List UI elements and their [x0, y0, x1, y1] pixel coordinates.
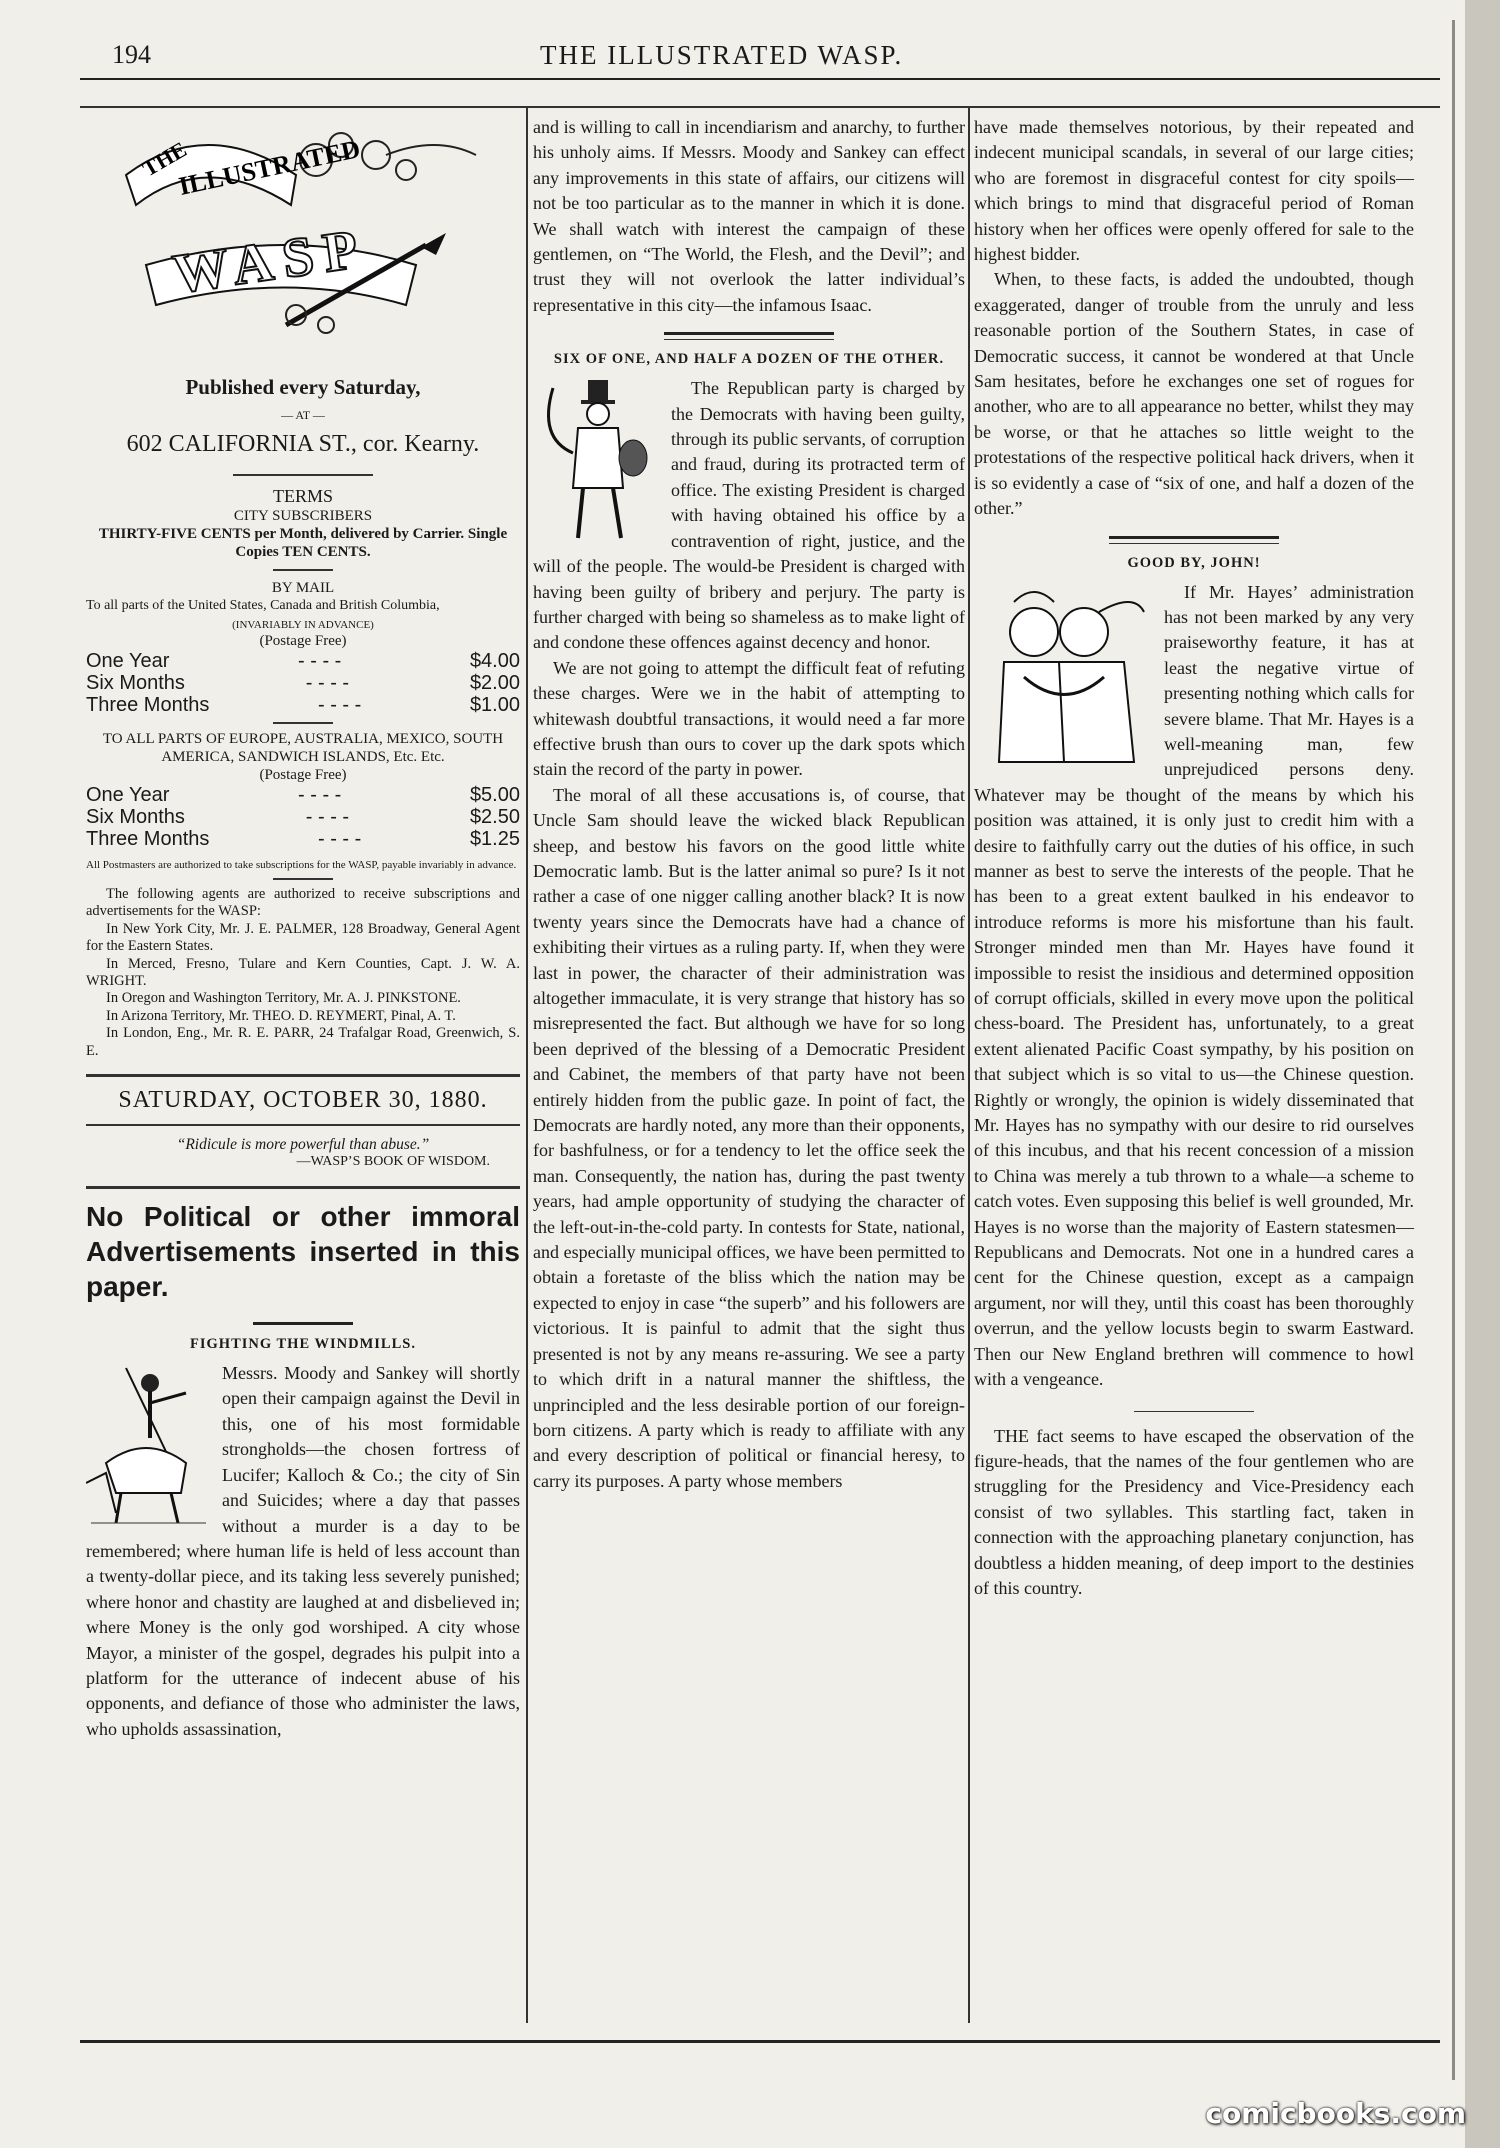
- rate-leader: - - - -: [305, 806, 350, 828]
- agent-entry: In Oregon and Washington Territory, Mr. A. J. PINKSTONE.: [106, 990, 461, 1007]
- agent-entry: In New York City, Mr. J. E. PALMER, 128 Broadway, General Agent for the Eastern States.: [86, 920, 520, 955]
- masthead-title-arc: ILLUSTRATED: [176, 134, 363, 201]
- page-number: 194: [112, 40, 151, 69]
- watermark: comicbooks.com: [1205, 2097, 1466, 2130]
- dateline: SATURDAY, OCTOBER 30, 1880.: [118, 1087, 488, 1114]
- by-mail: BY MAIL: [271, 580, 335, 596]
- rate-row: [86, 694, 520, 716]
- rate-row: [86, 828, 520, 850]
- rate-leader: - - - -: [305, 672, 350, 694]
- terms-heading: TERMS: [272, 486, 333, 506]
- six-of-one-p3: The moral of all these accusations is, of course, that Uncle Sam should leave the wicked black Republican sheep, and bestow his favors on the good little white Democratic lamb. But is the latter animal so pure? Is it not rather a case of one nigger calling another black? It is now twenty years since the Democrats have had a chance of exhibiting their virtues as a ruling party. If, when they were last in power, the character of their administration was altogether immaculate, it is very strange that history has so misrepresented the fact. But although we have for so long been deprived of the blessing of a Democratic President and Cabinet, the members of that party have not been entirely hidden from the public gaze. In point of fact, the Democrats are hardly noted, any more than their opponents, for bashfulness, or for a tendency to let the office seek the man. Consequently, the nation has, during the past twenty years, had ample opportunity of studying the character of the left-out-in-the-cold party. In contests for State, national, and especially municipal offices, we have been permitted to obtain a foretaste of the bliss which the nation may be expected to enjoy in case “the superb” and his followers are victorious. It is painful to admit that the sight thus presented is not by any means re-assuring. We see a party to which drift in a natural manner the shiftless, the unprincipled and the less desirable portion of our foreign-born citizens. A party which is ready to affiliate with any and every description of political or financial heresy, to carry its purposes. A party whose members: [533, 784, 965, 1491]
- agents-intro: The following agents are authorized to receive subscriptions and advertisements for the WASP:: [86, 886, 520, 920]
- column-1: [86, 115, 520, 1742]
- rate-price: $5.00: [469, 784, 520, 806]
- divider: [273, 878, 333, 880]
- divider: [86, 1186, 520, 1189]
- agent-entry: In Merced, Fresno, Tulare and Kern Counties, Capt. J. W. A. WRIGHT.: [86, 955, 520, 990]
- windmills-heading: FIGHTING THE WINDMILLS.: [190, 1336, 416, 1353]
- good-by-body: If Mr. Hayes’ administration has not been marked by any very praiseworthy feature, it has at least the negative virtue of presenting nothing which calls for severe blame. That Mr. Hayes is a well-meaning man, few unprejudiced persons deny. Whatever may be thought of the means by which his position was attained, it is only just to credit him with a desire to faithfully carry out the duties of his office, in such manner as best to serve the interests of the people. That he has been to a great extent baulked in his endeavor to introduce reforms is more his misfortune than his fault. Stronger minded men than Mr. Hayes have found it impossible to resist the insidious and determined opposition of corrupt officials, skilled in every move upon the political chess-board. The President has, unfortunately, to a great extent alienated Pacific Coast sympathy, by his position on that subject which is so vital to us—the Chinese question. Rightly or wrongly, the opinion is widely disseminated that Mr. Hayes has no sympathy with our desire to rid ourselves of this incubus, and that his recent concession of a mission to China was merely a tub thrown to a whale—a scheme to catch votes. Even supposing this belief is well grounded, Mr. Hayes is no worse than the majority of Eastern statesmen—Republicans and Democrats. Not one in a hundred cares a cent for the Chinese question, except as a campaign argument, nor will they, until this coast has been thoroughly overrun, and the yellow locusts begin to swarm Eastward. Then our New England brethren will commence to howl with a vengeance.: [974, 581, 1414, 1390]
- header-rule: [80, 78, 1440, 80]
- city-rate: THIRTY-FIVE CENTS per Month, delivered by Carrier. Single Copies TEN CENTS.: [98, 526, 508, 560]
- mail-destinations: To all parts of the United States, Canada and British Columbia,: [86, 598, 440, 613]
- agent-entry: In Arizona Territory, Mr. THEO. D. REYMERT, Pinal, A. T.: [106, 1007, 456, 1024]
- divider: [1109, 536, 1279, 539]
- windmills-body-continued: and is willing to call in incendiarism and anarchy, to further his unholy aims. If Messrs. Moody and Sankey can effect any improvements in this state of affairs, our citizens will not be too particular as to the manner in which it is done. We shall watch with interest the campaign of these gentlemen, on “The World, the Flesh, and the Devil”; and trust they will not overlook the latter individual’s representative in this city—the infamous Isaac.: [533, 117, 965, 315]
- postage-free: (Postage Free): [259, 633, 347, 649]
- page-edge-line: [1452, 20, 1455, 2080]
- rate-price: $1.00: [469, 694, 520, 716]
- divider: [664, 332, 834, 335]
- six-of-one-heading: SIX OF ONE, AND HALF A DOZEN OF THE OTHER.: [553, 351, 945, 368]
- good-by-heading: GOOD BY, JOHN!: [1127, 554, 1261, 571]
- rate-term: One Year: [86, 650, 170, 672]
- column-2: [533, 115, 965, 1494]
- divider: [86, 1124, 520, 1126]
- rate-term: Six Months: [86, 672, 185, 694]
- divider: [273, 722, 333, 724]
- frame-bottom-rule: [80, 2040, 1440, 2043]
- rate-term: Three Months: [86, 828, 210, 850]
- rate-row: [86, 784, 520, 806]
- rate-price: $1.25: [469, 828, 520, 850]
- foreign-rates: [86, 784, 520, 850]
- published-address: 602 CALIFORNIA ST., cor. Kearny.: [126, 431, 480, 457]
- rate-row: [86, 806, 520, 828]
- published-line: Published every Saturday,: [185, 375, 421, 399]
- rate-term: Six Months: [86, 806, 185, 828]
- divider: [86, 1074, 520, 1077]
- column-3: [974, 115, 1414, 1601]
- divider: [273, 569, 333, 571]
- six-of-one-p4: When, to these facts, is added the undoubted, though exaggerated, danger of trouble from the unruly and less reasonable portion of the Southern States, in case of Democratic success, it cannot be wondered at that Uncle Sam hesitates, before he exchanges one set of rogues for another, who are to all appearance no better, whilst they may be worse, or that he attaches so little weight to the protestations of the respective political hack drivers, when it is so evidently a case of “six of one, and half a dozen of the other.”: [974, 269, 1414, 519]
- divider: [1109, 543, 1279, 544]
- rate-leader: - - - -: [318, 828, 362, 850]
- agent-entry: In London, Eng., Mr. R. E. PARR, 24 Trafalgar Road, Greenwich, S. E.: [86, 1025, 520, 1059]
- rate-row: [86, 650, 520, 672]
- rate-leader: - - - -: [298, 784, 342, 806]
- six-of-one-p2: We are not going to attempt the difficult feat of refuting these charges. Were we in the habit of attempting to whitewash doubtful transactions, it would need a far more effective brush than ours to cover up the dark spots which stain the record of the party in power.: [533, 657, 965, 780]
- figure-heads-body: fact seems to have escaped the observation of the figure-heads, that the names of the four gentlemen who are struggling for the Presidency and Vice-Presidency each consist of two syllables. This startling fact, taken in connection with the approaching planetary conjunction, has doubtless a hidden meaning, of deep import to the destinies of this country.: [974, 1425, 1415, 1598]
- six-of-one-p3-continued: have made themselves notorious, by their repeated and indecent municipal scandals, in several of our large cities; who are foremost in disgraceful contest for city spoils—which brings to mind that disgraceful period of Roman history when her offices were openly offered for sale to the highest bidder.: [974, 117, 1414, 265]
- rate-term: Three Months: [86, 694, 210, 716]
- rate-price: $4.00: [469, 650, 520, 672]
- foreign-destinations: TO ALL PARTS OF EUROPE, AUSTRALIA, MEXICO, SOUTH AMERICA, SANDWICH ISLANDS, Etc. Etc.: [102, 731, 504, 765]
- rate-term: One Year: [86, 784, 170, 806]
- advertising-notice: No Political or other immoral Advertisements inserted in this paper.: [86, 1201, 520, 1303]
- in-advance: (INVARIABLY IN ADVANCE): [232, 619, 374, 631]
- rate-leader: - - - -: [318, 694, 362, 716]
- column-rule-2: [968, 108, 970, 2023]
- figure-heads-article: [974, 1424, 1414, 1602]
- foreign-postage-free: (Postage Free): [259, 767, 347, 783]
- motto-source: —WASP’S BOOK OF WISDOM.: [296, 1154, 490, 1170]
- divider: [664, 339, 834, 340]
- masthead-title-main: WASP: [169, 217, 372, 306]
- page-edge: [1465, 0, 1500, 2148]
- don-quixote-illustration: [86, 1363, 214, 1528]
- rate-price: $2.50: [469, 806, 520, 828]
- masthead-title-small: THE: [138, 136, 191, 182]
- masthead-illustration: [86, 115, 520, 355]
- windmills-body: Messrs. Moody and Sankey will shortly open their campaign against the Devil in this, one of his most formidable strongholds—the chosen fortress of Lucifer; Kalloch & Co.; the city of Sin and Suicides; where a day that passes without a murder is a day to be remembered; where human life is held of less account than a twenty-dollar piece, and its taking less severely punished; where honor and chastity are laughed at and disbelieved in; where Money is the only god worshiped. A city whose Mayor, a minister of the gospel, degrades his pulpit into a platform for the utterance of indecent abuse of his opponents, and defiance of those who administer the laws, who upholds assassination,: [86, 1363, 520, 1739]
- published-at: — AT —: [281, 408, 325, 422]
- running-head: THE ILLUSTRATED WASP.: [540, 40, 904, 70]
- figure-heads-lead: THE: [994, 1425, 1029, 1446]
- divider: [233, 474, 373, 476]
- divider: [253, 1322, 353, 1325]
- rate-row: [86, 672, 520, 694]
- frame-top-rule: [80, 106, 1440, 108]
- domestic-rates: [86, 650, 520, 716]
- motto-text: “Ridicule is more powerful than abuse.”: [176, 1136, 430, 1154]
- hayes-and-china-illustration: [974, 582, 1156, 772]
- masthead-logo: [86, 115, 520, 355]
- six-of-one-p1: The Republican party is charged by the Democrats with having been guilty, through its public servants, of corruption and fraud, during its protracted term of office. The existing President is charged with having obtained his office by a contravention of right, justice, and the will of the people. The would-be President is charged with having been guilty of bribery and perjury. The party is further charged with being so shameless as to make light of and condone these offences against decency and honor.: [533, 378, 965, 653]
- city-subscribers: CITY SUBSCRIBERS: [233, 508, 373, 524]
- rate-leader: - - - -: [298, 650, 342, 672]
- agents-list: [86, 921, 520, 1060]
- column-rule-1: [526, 108, 528, 2023]
- rate-price: $2.00: [469, 672, 520, 694]
- uncle-sam-illustration: [533, 378, 663, 546]
- divider: [1134, 1411, 1254, 1412]
- postmasters-note: All Postmasters are authorized to take subscriptions for the WASP, payable invariably in advance.: [86, 859, 517, 871]
